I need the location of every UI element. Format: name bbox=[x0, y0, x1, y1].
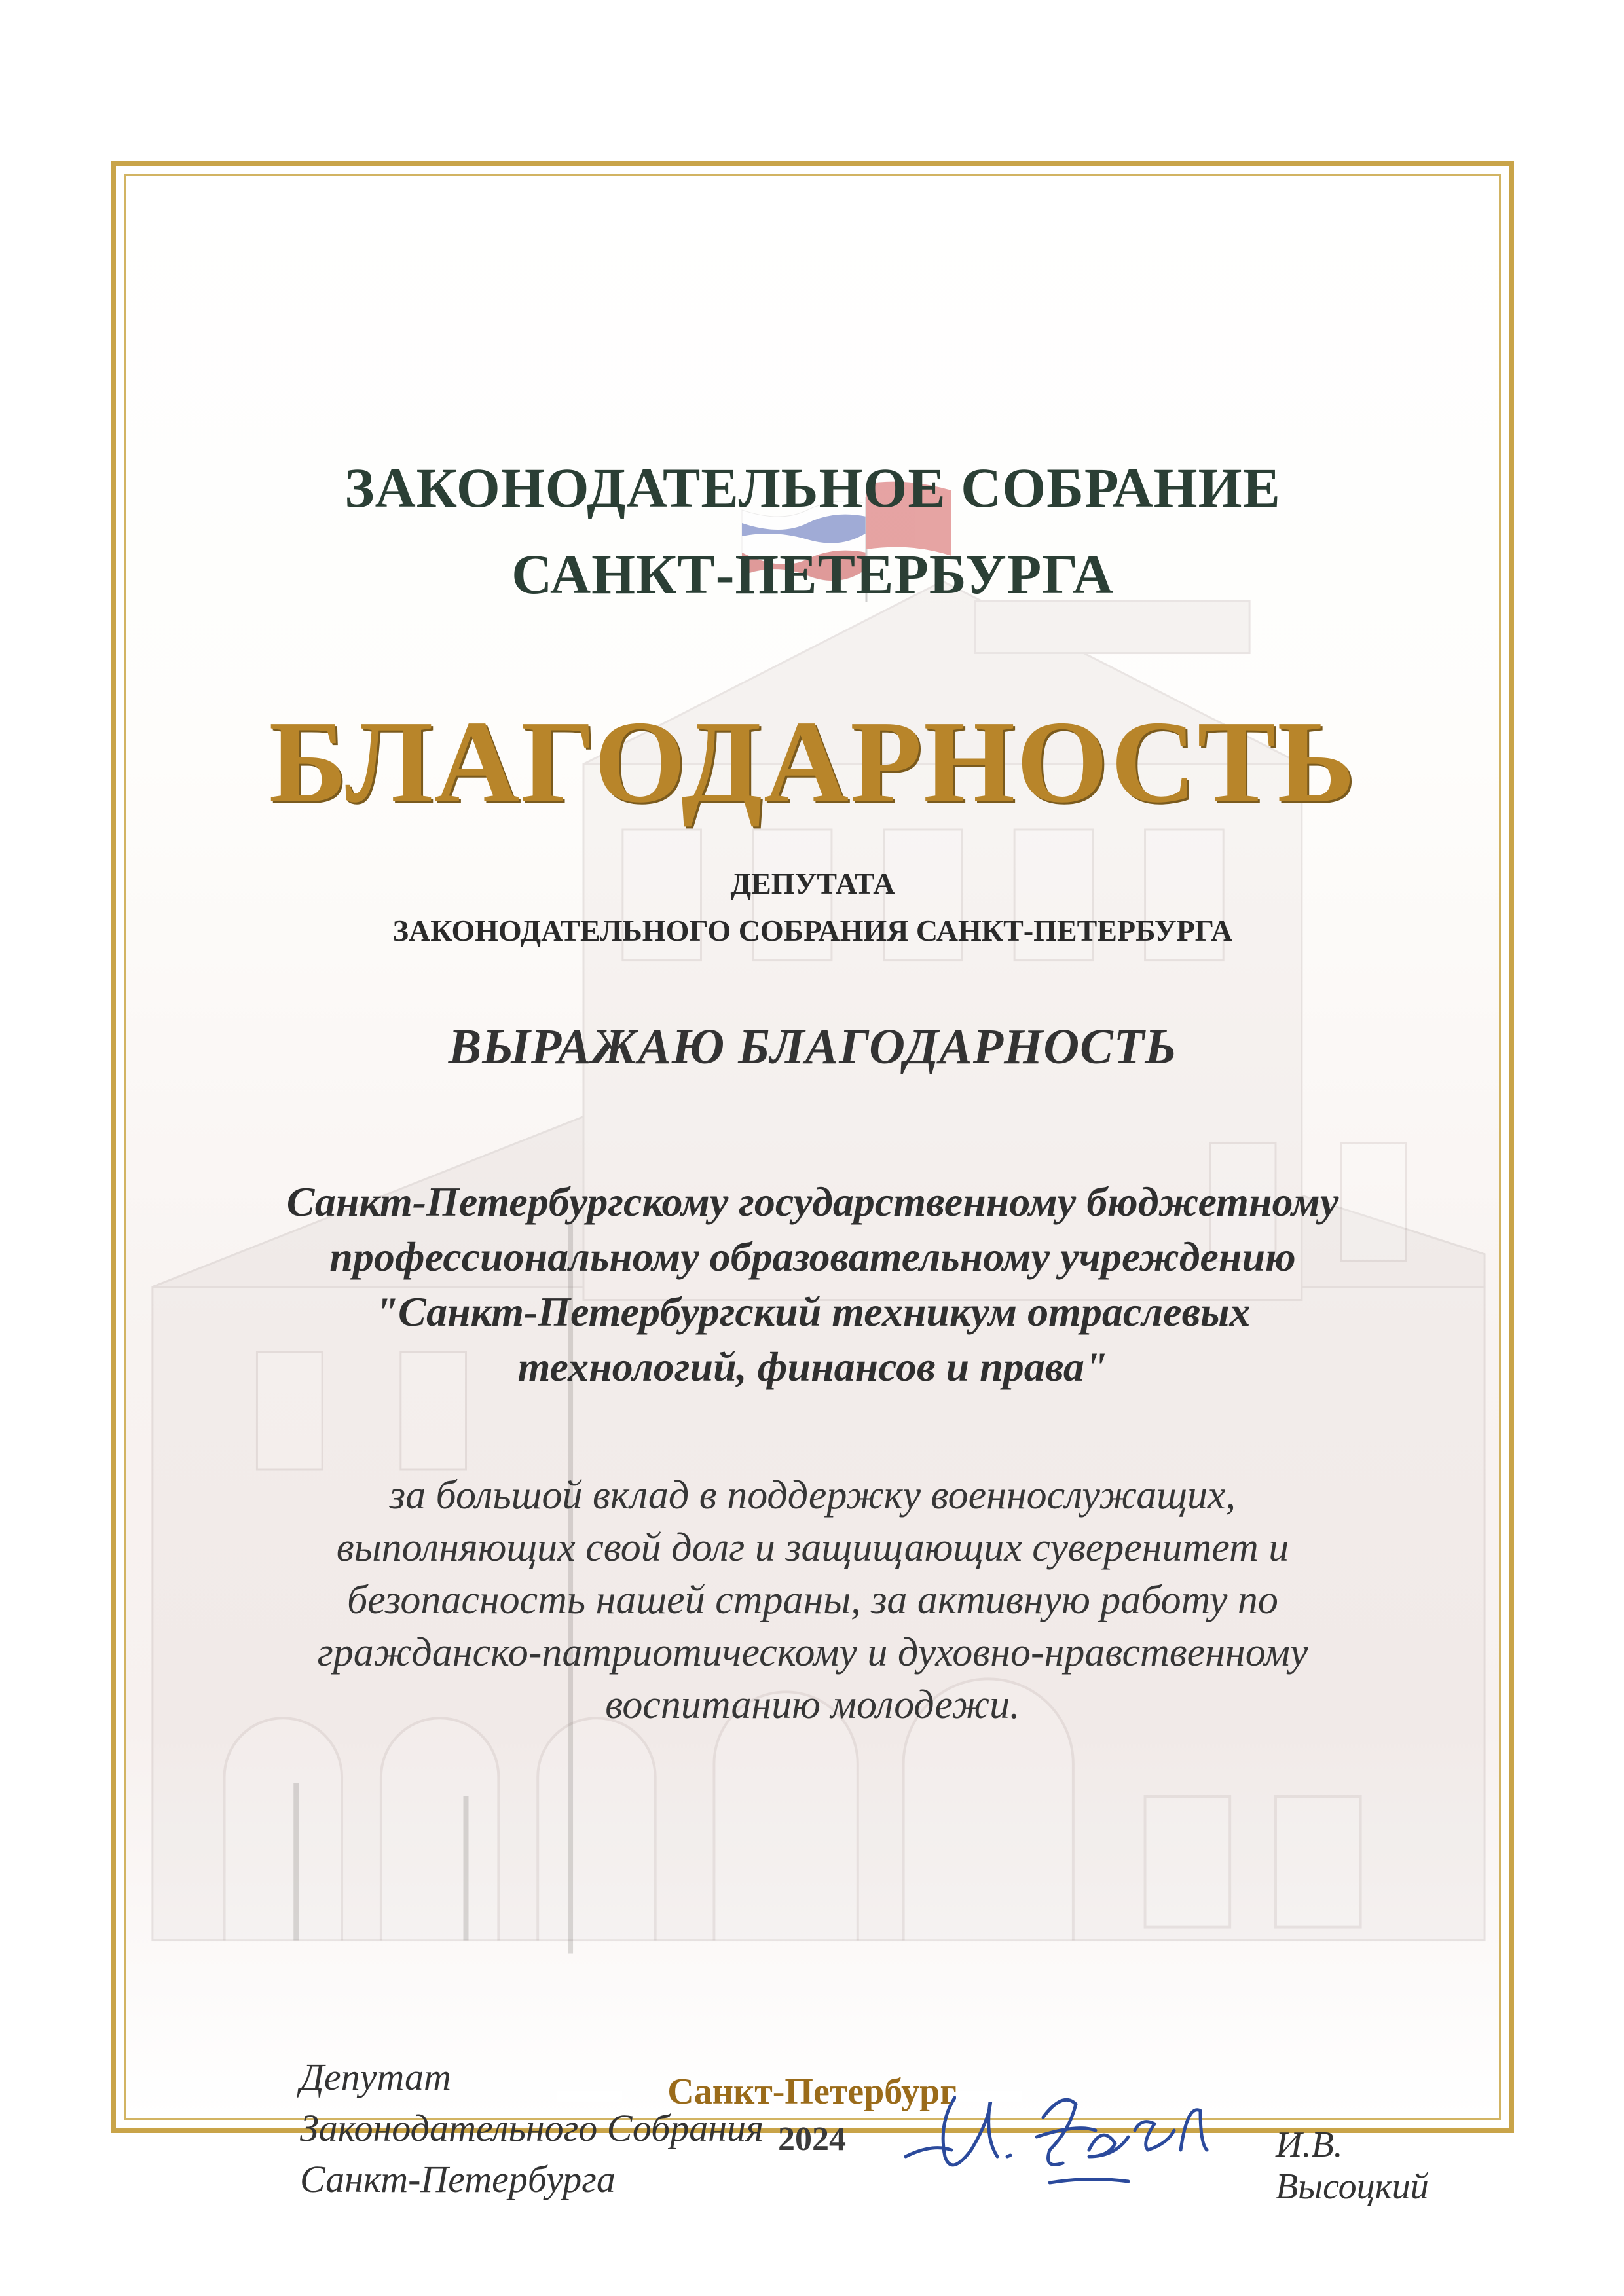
organization-title bbox=[126, 445, 1499, 617]
signatory-title-line-1: Депутат bbox=[300, 2056, 451, 2098]
reason-line-4: гражданско-патриотическому и духовно-нравственному bbox=[317, 1630, 1308, 1675]
org-title-line-2: САНКТ-ПЕТЕРБУРГА bbox=[511, 543, 1114, 606]
reason-line-2: выполняющих свой долг и защищающих суверенитет и bbox=[336, 1525, 1289, 1570]
recipient-line-2: профессиональному образовательному учреждению bbox=[329, 1233, 1296, 1280]
recipient-line-1: Санкт-Петербургскому государственному бюджетному bbox=[286, 1178, 1339, 1225]
subtitle-line-2: ЗАКОНОДАТЕЛЬНОГО СОБРАНИЯ САНКТ-ПЕТЕРБУРГА bbox=[392, 914, 1233, 947]
issuer-subtitle bbox=[126, 860, 1499, 955]
reason-line-5: воспитанию молодежи. bbox=[605, 1683, 1020, 1727]
subtitle-line-1: ДЕПУТАТА bbox=[730, 867, 895, 900]
recipient-line-4: технологий, финансов и права" bbox=[517, 1343, 1108, 1390]
footer-year: 2024 bbox=[778, 2121, 846, 2158]
reason-line-3: безопасность нашей страны, за активную работу по bbox=[347, 1578, 1278, 1622]
certificate-title: БЛАГОДАРНОСТЬ bbox=[268, 697, 1357, 827]
reason-line-1: за большой вклад в поддержку военнослужащих, bbox=[389, 1473, 1236, 1518]
signatory-name: И.В. Высоцкий bbox=[1276, 2124, 1429, 2207]
signatory-title-line-2: Законодательного Собрания bbox=[300, 2107, 764, 2149]
org-title-line-1: ЗАКОНОДАТЕЛЬНОЕ СОБРАНИЕ bbox=[344, 456, 1281, 519]
express-gratitude-heading: ВЫРАЖАЮ БЛАГОДАРНОСТЬ bbox=[448, 1019, 1177, 1074]
signatory-title-line-3: Санкт-Петербурга bbox=[300, 2158, 616, 2200]
recipient-block bbox=[126, 1175, 1499, 1394]
reason-block bbox=[126, 1469, 1499, 1731]
footer-city: Санкт-Петербург bbox=[667, 2071, 957, 2112]
recipient-line-3: "Санкт-Петербургский техникум отраслевых bbox=[375, 1288, 1251, 1335]
